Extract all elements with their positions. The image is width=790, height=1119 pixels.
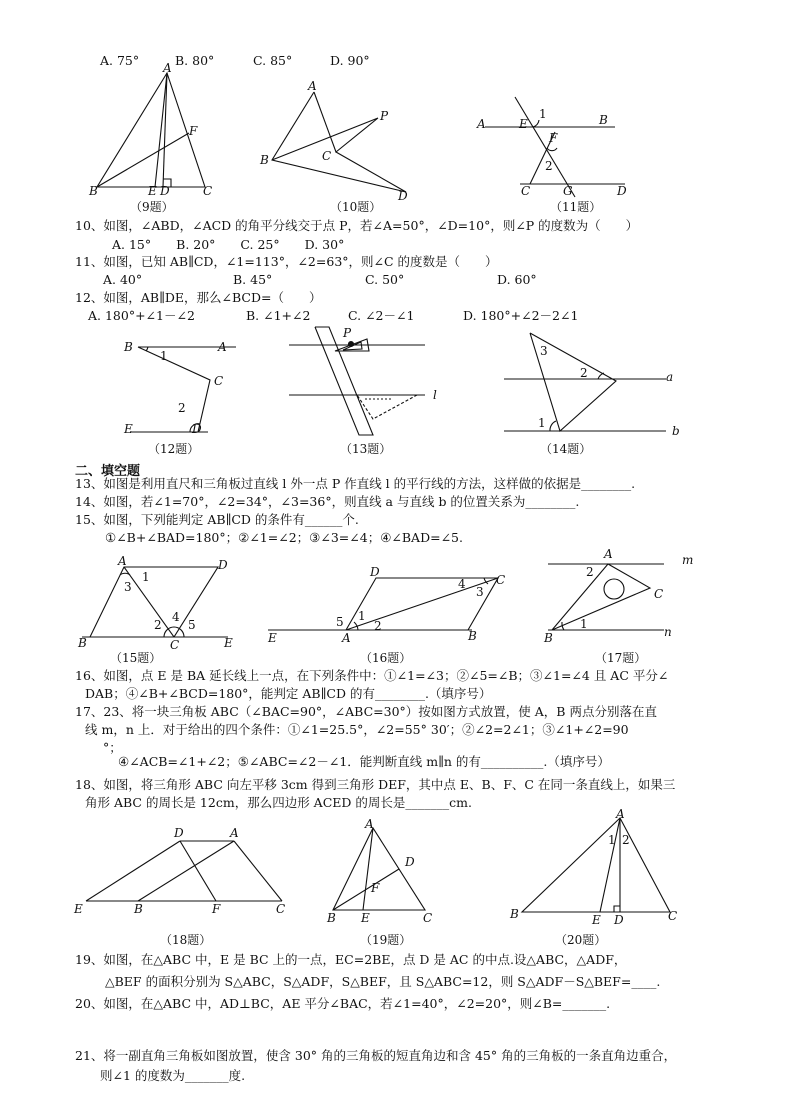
q19-line1: 19、如图，在△ABC 中，E 是 BC 上的一点，EC=2BE，点 D 是 AC 的中点.设△ABC，△ADF，: [75, 952, 627, 967]
f17-label-m: m: [682, 553, 694, 567]
f18-label-F: F: [212, 902, 221, 916]
f18-label-D: D: [174, 826, 184, 840]
q12-option-d: D. 180°+∠2－2∠1: [463, 308, 579, 323]
f15-label-2: 2: [154, 618, 162, 632]
figure-17: [540, 547, 710, 645]
f16-label-4: 4: [458, 577, 466, 591]
f14-label-a: a: [666, 370, 674, 384]
caption-18: （18题）: [160, 933, 212, 947]
f15-label-C: C: [170, 638, 180, 652]
f15-label-1: 1: [142, 570, 150, 584]
f12-label-B: B: [124, 340, 133, 354]
f19-label-A: A: [365, 817, 374, 831]
f17-label-C: C: [654, 587, 664, 601]
f15-label-5: 5: [188, 618, 196, 632]
f16-label-1: 1: [358, 609, 366, 623]
f14-label-1: 1: [538, 416, 546, 430]
f10-label-P: P: [380, 109, 389, 123]
q21-line2: 则∠1 的度数为_______度.: [100, 1068, 246, 1083]
figure-19: [325, 818, 445, 928]
f11-label-F: F: [549, 131, 558, 145]
f12-label-1: 1: [160, 349, 168, 363]
figure-15: [78, 555, 238, 650]
q17-line2: 线 m，n 上．对于给出的四个条件：①∠1=25.5°，∠2=55° 30′；②∠2=2∠1；③∠1+∠2=90: [85, 722, 629, 737]
f11-label-D: D: [617, 184, 627, 198]
figure-11: [475, 92, 635, 202]
f20-label-E: E: [592, 913, 601, 927]
q10-options: A. 15° B. 20° C. 25° D. 30°: [112, 237, 345, 252]
f14-label-3: 3: [540, 344, 548, 358]
q12-option-c: C. ∠2－∠1: [348, 308, 415, 323]
section-2-title: 二、填空题: [75, 464, 141, 479]
f13-label-l: l: [433, 388, 437, 402]
f9-label-D: D: [160, 184, 170, 198]
f20-label-2: 2: [622, 833, 630, 847]
f17-label-1: 1: [580, 617, 588, 631]
f19-label-D: D: [405, 855, 415, 869]
q12-option-b: B. ∠1+∠2: [246, 308, 311, 323]
q17-line3: °；: [103, 740, 122, 755]
caption-13: （13题）: [340, 442, 392, 456]
f20-label-C: C: [668, 909, 678, 923]
f12-label-2: 2: [178, 401, 186, 415]
q12-stem: 12、如图，AB∥DE，那么∠BCD=（ ）: [75, 290, 322, 305]
q17-line1: 17、23、将一块三角板 ABC（∠BAC=90°，∠ABC=30°）按如图方式放置，使 A，B 两点分别落在直: [75, 704, 657, 719]
f11-label-C: C: [521, 184, 531, 198]
q11-option-c: C. 50°: [365, 272, 405, 287]
f17-label-A: A: [604, 547, 613, 561]
f19-label-C: C: [423, 911, 433, 925]
f15-label-B: B: [78, 636, 87, 650]
f16-label-2: 2: [374, 619, 382, 633]
q14-text: 14、如图，若∠1=70°，∠2=34°，∠3=36°，则直线 a 与直线 b 的位置关系为________.: [75, 494, 580, 509]
q9-option-b: B. 80°: [175, 53, 215, 68]
caption-10: （10题）: [330, 200, 382, 214]
f15-label-A: A: [118, 554, 127, 568]
caption-11: （11题）: [550, 200, 602, 214]
q17-line4: ④∠ACB=∠1+∠2；⑤∠ABC=∠2－∠1．能判断直线 m∥n 的有__________.（填序号）: [118, 754, 610, 769]
f16-label-C: C: [496, 573, 506, 587]
f19-label-F: F: [371, 881, 380, 895]
f14-label-2: 2: [580, 366, 588, 380]
f20-label-D: D: [614, 913, 624, 927]
q18-line1: 18、如图，将三角形 ABC 向左平移 3cm 得到三角形 DEF，其中点 E、B、F、C 在同一条直线上，如果三: [75, 777, 676, 792]
f18-label-A: A: [230, 826, 239, 840]
q12-option-a: A. 180°+∠1－∠2: [88, 308, 195, 323]
f15-label-D: D: [218, 558, 228, 572]
f9-label-F: F: [189, 124, 198, 138]
f20-label-B: B: [510, 907, 519, 921]
q11-stem: 11、如图，已知 AB∥CD，∠1=113°，∠2=63°，则∠C 的度数是（ ）: [75, 254, 498, 269]
f17-label-n: n: [664, 625, 672, 639]
caption-17: （17题）: [595, 651, 647, 665]
f16-label-5: 5: [336, 615, 344, 629]
f11-label-1: 1: [539, 107, 547, 121]
f11-label-B: B: [599, 113, 608, 127]
f9-label-B: B: [89, 184, 98, 198]
f20-label-A: A: [616, 807, 625, 821]
caption-19: （19题）: [360, 933, 412, 947]
f10-label-C: C: [322, 149, 332, 163]
f16-label-3: 3: [476, 585, 484, 599]
figure-16: [262, 562, 512, 645]
q9-option-a: A. 75°: [100, 53, 140, 68]
figure-9: [85, 61, 225, 198]
f16-label-A: A: [342, 631, 351, 645]
caption-15: （15题）: [110, 651, 162, 665]
caption-14: （14题）: [540, 442, 592, 456]
f15-label-4: 4: [172, 610, 180, 624]
f14-label-b: b: [672, 424, 680, 438]
f16-label-D: D: [370, 565, 380, 579]
q21-line1: 21、将一副直角三角板如图放置，使含 30° 角的三角板的短直角边和含 45° 角的三角板的一条直角边重合，: [75, 1048, 677, 1063]
q13-text: 13、如图是利用直尺和三角板过直线 l 外一点 P 作直线 l 的平行线的方法，这样做的依据是________.: [75, 476, 636, 491]
f11-label-A: A: [477, 117, 486, 131]
caption-20: （20题）: [555, 933, 607, 947]
f18-label-C: C: [276, 902, 286, 916]
q9-option-d: D. 90°: [330, 53, 370, 68]
f11-label-G: G: [563, 184, 573, 198]
f19-label-B: B: [327, 911, 336, 925]
f16-label-B: B: [468, 629, 477, 643]
f9-label-A: A: [163, 61, 172, 75]
q16-line2: DAB；④∠B+∠BCD=180°，能判定 AB∥CD 的有________.（填序号）: [85, 686, 492, 701]
f15-label-E: E: [224, 636, 233, 650]
figure-12: [118, 335, 258, 440]
q19-line2: △BEF 的面积分别为 S△ABC，S△ADF，S△BEF，且 S△ABC=12，则 S△ADF－S△BEF=____.: [105, 974, 661, 989]
f10-label-D: D: [398, 189, 408, 203]
figure-13: [285, 327, 445, 437]
f11-label-E: E: [519, 117, 528, 131]
f12-label-C: C: [214, 374, 224, 388]
f10-label-B: B: [260, 153, 269, 167]
figure-20: [508, 807, 698, 927]
q18-line2: 角形 ABC 的周长是 12cm，那么四边形 ACED 的周长是_______cm.: [85, 795, 472, 810]
q10-stem: 10、如图，∠ABD，∠ACD 的角平分线交于点 P，若∠A=50°，∠D=10°，则∠P 的度数为（ ）: [75, 218, 639, 233]
caption-16: （16题）: [360, 651, 412, 665]
f12-label-E: E: [124, 422, 133, 436]
f12-label-A: A: [218, 340, 227, 354]
q11-option-d: D. 60°: [497, 272, 537, 287]
f13-label-P: P: [343, 326, 352, 340]
q11-option-b: B. 45°: [233, 272, 273, 287]
f9-label-C: C: [203, 184, 213, 198]
figure-18: [72, 825, 302, 920]
f16-label-E: E: [268, 631, 277, 645]
figure-10: [258, 79, 418, 203]
f10-label-A: A: [308, 79, 317, 93]
q16-line1: 16、如图，点 E 是 BA 延长线上一点，在下列条件中：①∠1=∠3；②∠5=∠B；③∠1=∠4 且 AC 平分∠: [75, 668, 669, 683]
q20-text: 20、如图，在△ABC 中，AD⊥BC，AE 平分∠BAC，若∠1=40°，∠2=20°，则∠B=_______.: [75, 996, 611, 1011]
f20-label-1: 1: [608, 833, 616, 847]
f12-label-D: D: [192, 422, 202, 436]
caption-9: （9题）: [130, 200, 174, 214]
f18-label-E: E: [74, 902, 83, 916]
f17-label-B: B: [544, 631, 553, 645]
f11-label-2: 2: [545, 159, 553, 173]
figure-14: [500, 325, 690, 440]
f17-label-2: 2: [586, 565, 594, 579]
q15-stem: 15、如图，下列能判定 AB∥CD 的条件有______个.: [75, 512, 359, 527]
q9-option-c: C. 85°: [253, 53, 293, 68]
f15-label-3: 3: [124, 580, 132, 594]
q11-option-a: A. 40°: [103, 272, 143, 287]
f18-label-B: B: [134, 902, 143, 916]
caption-12: （12题）: [148, 442, 200, 456]
f9-label-E: E: [148, 184, 157, 198]
q15-conditions: ①∠B+∠BAD=180°；②∠1=∠2；③∠3=∠4；④∠BAD=∠5.: [105, 530, 463, 545]
f19-label-E: E: [361, 911, 370, 925]
